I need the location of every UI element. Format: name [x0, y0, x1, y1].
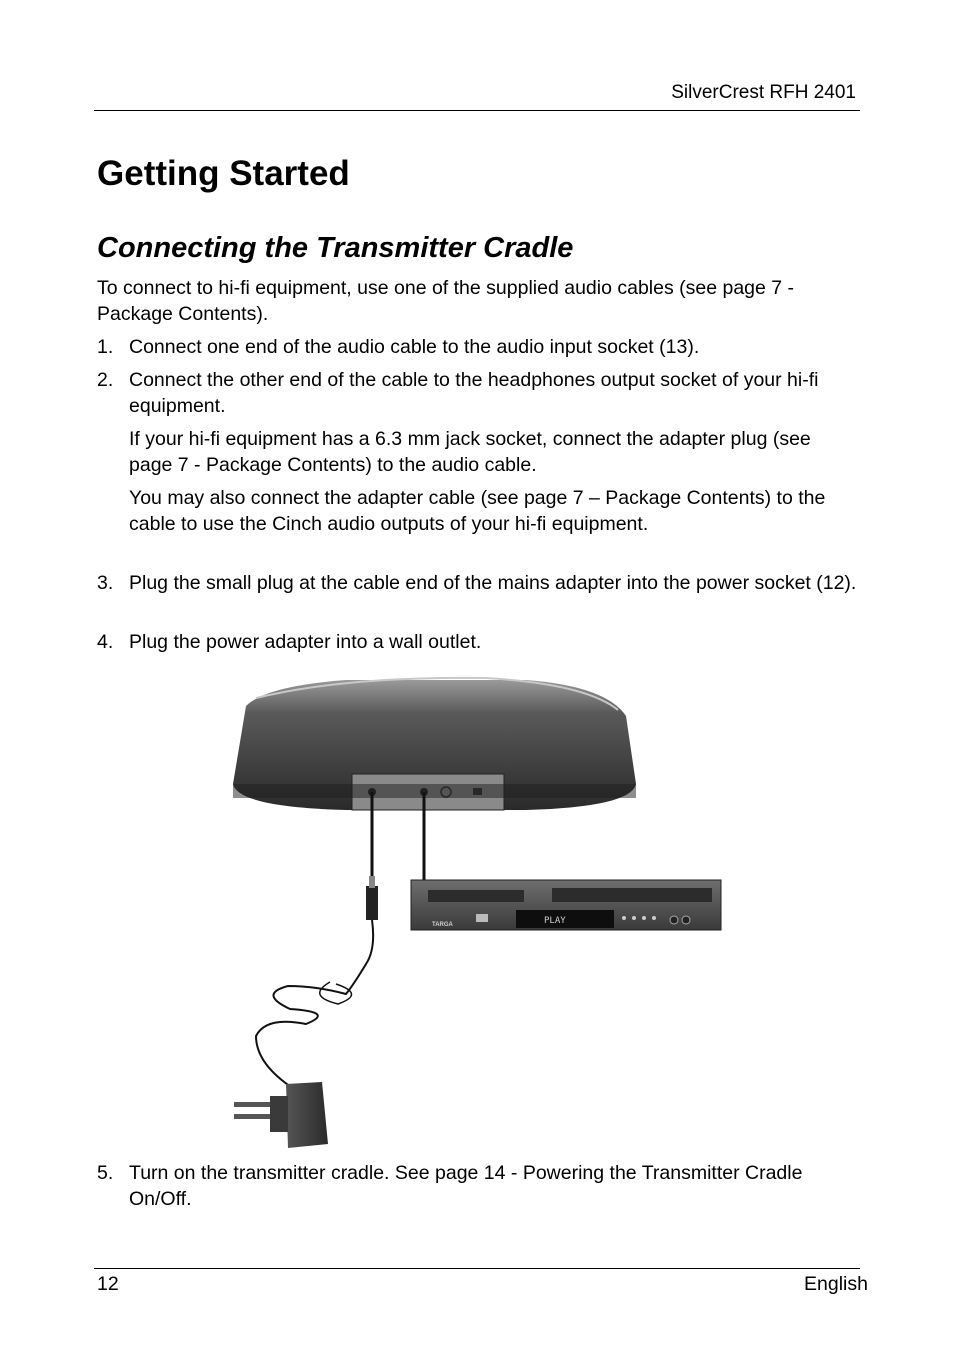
footer-language: English: [804, 1273, 868, 1295]
step-number: 5.: [97, 1162, 114, 1184]
step-4: [97, 629, 857, 655]
step-text: Connect the other end of the cable to the headphones output socket of your hi-fi equipment.: [129, 369, 819, 417]
step-2: [97, 367, 857, 419]
step-3: [97, 570, 857, 596]
step-2-note-cinch: You may also connect the adapter cable (see page 7 – Package Contents) to the cable to use the Cinch audio outputs of your hi-fi equipment.: [129, 487, 826, 535]
section-title: Connecting the Transmitter Cradle: [97, 232, 574, 264]
power-adapter: [234, 1082, 328, 1148]
header-product-name: SilverCrest RFH 2401: [671, 82, 856, 103]
header-rule: [94, 110, 860, 111]
step-text: Plug the power adapter into a wall outlet.: [129, 631, 482, 653]
step-text: Connect one end of the audio cable to the audio input socket (13).: [129, 336, 700, 358]
dvd-player: [411, 880, 721, 930]
step-text: Plug the small plug at the cable end of the mains adapter into the power socket (12).: [129, 572, 857, 594]
step-number: 2.: [97, 369, 114, 391]
footer-rule: [94, 1268, 860, 1269]
step-number: 3.: [97, 572, 114, 594]
step-1: [97, 334, 857, 360]
connection-illustration: [226, 664, 726, 1154]
step-number: 1.: [97, 336, 114, 358]
intro-paragraph: To connect to hi-fi equipment, use one of the supplied audio cables (see page 7 - Package Contents).: [97, 277, 795, 325]
dvd-display-text: PLAY: [544, 916, 566, 926]
audio-and-power-cables: [256, 792, 424, 1089]
page-number: 12: [97, 1273, 119, 1295]
step-text: Turn on the transmitter cradle. See page 14 - Powering the Transmitter Cradle On/Off.: [129, 1162, 803, 1210]
dvd-brand-text: TARGA: [432, 922, 453, 928]
page-title: Getting Started: [97, 154, 350, 193]
step-number: 4.: [97, 631, 114, 653]
step-2-note-jack: If your hi-fi equipment has a 6.3 mm jack socket, connect the adapter plug (see page 7 - Package Contents) to the audio cable.: [129, 428, 811, 476]
step-5: [97, 1160, 857, 1212]
transmitter-cradle: [233, 678, 636, 810]
